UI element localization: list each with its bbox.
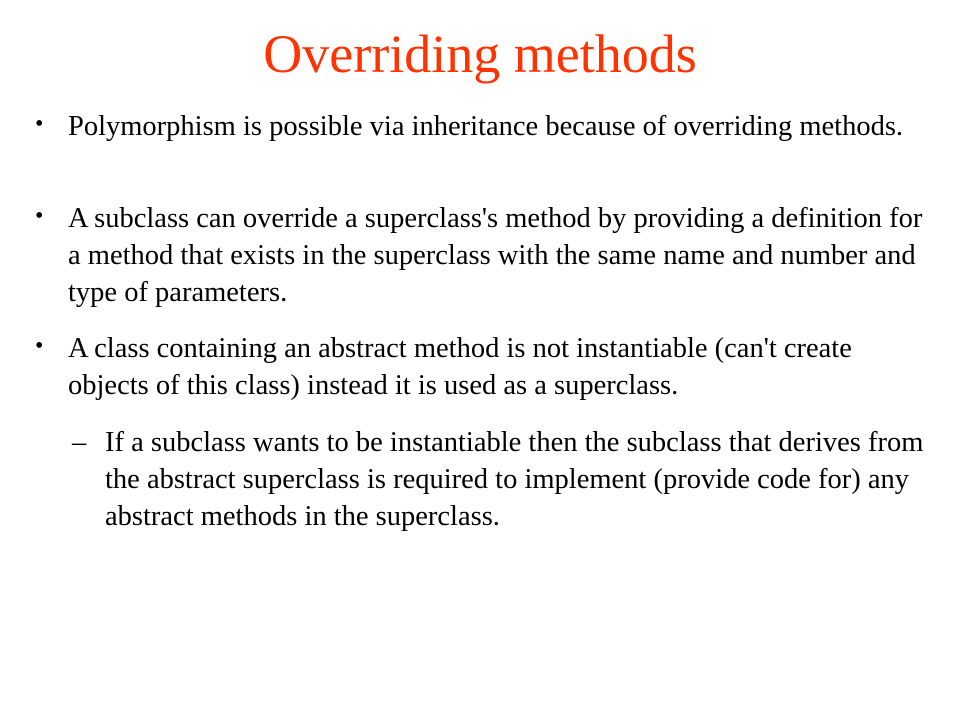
bullet-item [35,200,938,311]
sub-bullet-text: If a subclass wants to be instantiable then the subclass that derives from the abstract superclass is required to implement (provide code for) any abstract methods in the superclass. [105,427,924,532]
bullet-marker: • [35,203,44,229]
bullet-text: A class containing an abstract method is not instantiable (can't create objects of this class) instead it is used as a superclass. [68,333,852,401]
bullet-item [35,108,938,145]
bullet-marker: • [35,111,44,137]
bullet-item [35,330,938,404]
bullet-marker: • [35,333,44,359]
slide-title: Overriding methods [263,24,697,84]
sub-bullet-item [72,424,935,535]
bullet-text: A subclass can override a superclass's method by providing a definition for a method that exists in the superclass with the same name and number and type of parameters. [68,203,923,308]
bullet-text: Polymorphism is possible via inheritance because of overriding methods. [68,111,904,142]
dash-marker: – [72,427,87,458]
